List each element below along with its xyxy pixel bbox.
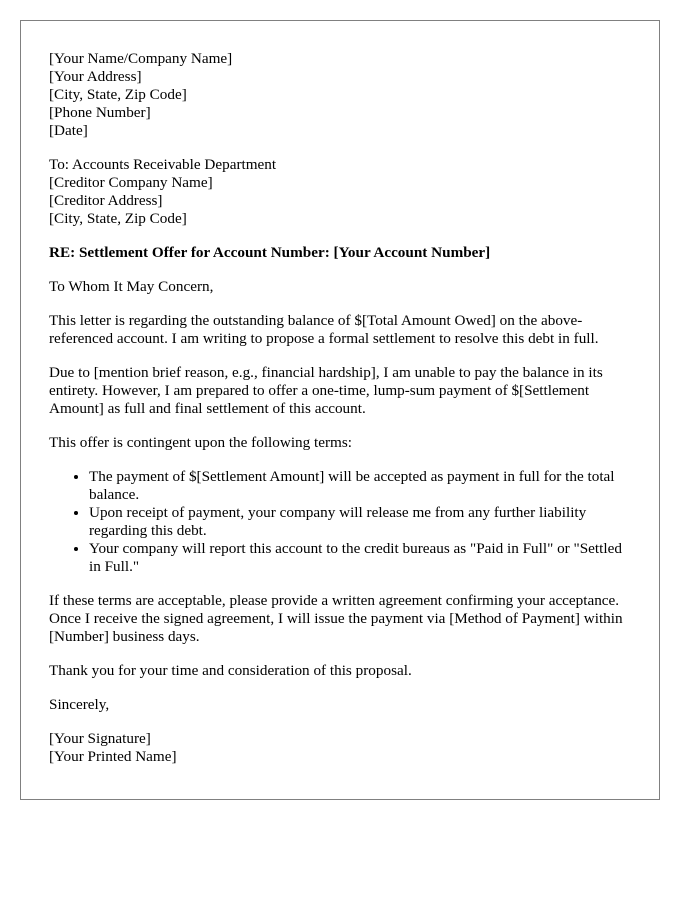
terms-list-item: • Upon receipt of payment, your company will release me from any further liability regarding this debt.: [89, 504, 631, 540]
signature-block: [49, 730, 631, 766]
terms-list-item: • Your company will report this account to the credit bureaus as "Paid in Full" or "Settled in Full.": [89, 540, 631, 576]
recipient-address-block: [49, 156, 631, 228]
sender-name: [Your Name/Company Name]: [49, 50, 233, 67]
body-paragraph-3: If these terms are acceptable, please provide a written agreement confirming your acceptance. Once I receive the signed agreement, I will issue the payment via [Method of Payment] within [Number] business days.: [49, 592, 623, 645]
terms-list: [49, 468, 631, 576]
printed-name: [Your Printed Name]: [49, 748, 177, 765]
recipient-department: To: Accounts Receivable Department: [49, 156, 277, 173]
subject-line: RE: Settlement Offer for Account Number: [Your Account Number]: [49, 244, 491, 261]
terms-list-item: • The payment of $[Settlement Amount] will be accepted as payment in full for the total balance.: [89, 468, 631, 504]
terms-intro: This offer is contingent upon the following terms:: [49, 434, 353, 451]
sender-city-state-zip: [City, State, Zip Code]: [49, 86, 187, 103]
closing: Sincerely,: [49, 696, 110, 713]
recipient-address: [Creditor Address]: [49, 192, 163, 209]
sender-address-block: [49, 50, 631, 140]
letter-date: [Date]: [49, 122, 88, 139]
recipient-city-state-zip: [City, State, Zip Code]: [49, 210, 187, 227]
sender-phone: [Phone Number]: [49, 104, 151, 121]
body-paragraph-4: Thank you for your time and consideration of this proposal.: [49, 662, 412, 679]
recipient-company: [Creditor Company Name]: [49, 174, 213, 191]
body-paragraph-2: Due to [mention brief reason, e.g., financial hardship], I am unable to pay the balance in its entirety. However, I am prepared to offer a one-time, lump-sum payment of $[Settlement Amount] as full and final settlement of this account.: [49, 364, 603, 417]
salutation: To Whom It May Concern,: [49, 278, 214, 295]
body-paragraph-1: This letter is regarding the outstanding balance of $[Total Amount Owed] on the above-referenced account. I am writing to propose a formal settlement to resolve this debt in full.: [49, 312, 599, 347]
letter-document: [20, 20, 660, 800]
signature-line: [Your Signature]: [49, 730, 151, 747]
sender-address: [Your Address]: [49, 68, 142, 85]
